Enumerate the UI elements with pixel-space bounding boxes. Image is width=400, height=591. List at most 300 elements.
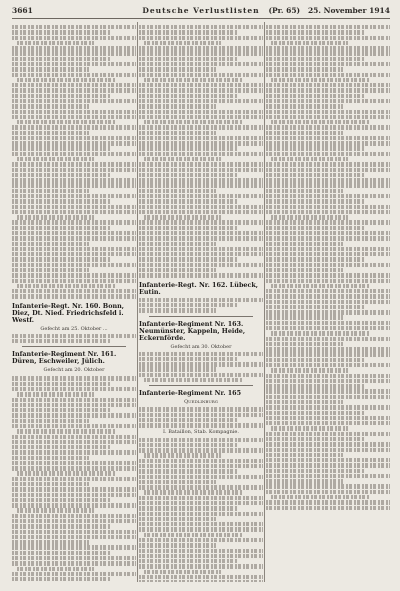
text-line bbox=[139, 205, 263, 209]
text-line bbox=[266, 73, 390, 77]
text-line bbox=[12, 561, 136, 565]
text-line bbox=[12, 334, 136, 338]
text-line bbox=[139, 506, 238, 510]
text-line bbox=[266, 67, 343, 71]
text-line bbox=[139, 268, 216, 272]
text-line bbox=[266, 321, 390, 325]
text-line bbox=[266, 236, 390, 240]
text-line bbox=[12, 535, 136, 539]
text-line bbox=[266, 442, 390, 446]
text-line bbox=[12, 440, 136, 444]
text-line bbox=[271, 215, 348, 219]
text-line bbox=[12, 199, 111, 203]
text-line bbox=[12, 183, 136, 187]
text-line bbox=[12, 273, 136, 277]
text-line bbox=[139, 580, 263, 582]
text-line bbox=[12, 25, 136, 29]
text-line bbox=[266, 57, 365, 61]
section-heading-163: Infanterie-Regiment Nr. 163. Neumünster, Kappeln, Heide, Eckernförde. bbox=[139, 319, 246, 342]
text-line bbox=[12, 210, 136, 214]
text-line bbox=[266, 226, 365, 230]
section-heading-161: Infanterie-Regiment Nr. 161. Düren, Eschweiler, Jülich. bbox=[12, 350, 117, 366]
text-line bbox=[266, 194, 390, 198]
text-line bbox=[12, 408, 111, 412]
text-line bbox=[139, 210, 263, 214]
text-line bbox=[266, 242, 343, 246]
text-line bbox=[17, 41, 94, 45]
text-line bbox=[139, 46, 263, 50]
text-line bbox=[12, 247, 136, 251]
section-sub-160: Gefecht am 25. Oktober ... bbox=[40, 325, 108, 332]
text-line bbox=[139, 407, 263, 411]
text-line bbox=[139, 485, 263, 489]
text-line bbox=[12, 178, 136, 182]
text-line bbox=[266, 141, 390, 145]
text-line bbox=[144, 533, 243, 537]
section-heading-162: Infanterie-Regt. Nr. 162. Lübeck, Eutin. bbox=[139, 280, 259, 296]
text-line bbox=[12, 104, 89, 108]
text-line bbox=[266, 315, 343, 319]
text-line bbox=[266, 405, 390, 409]
text-line bbox=[139, 88, 263, 92]
text-line bbox=[144, 490, 243, 494]
text-line bbox=[139, 549, 263, 553]
text-line bbox=[17, 429, 116, 433]
text-line bbox=[12, 551, 111, 555]
text-line bbox=[139, 136, 263, 140]
text-line bbox=[139, 438, 263, 442]
section-heading-160: Infanterie-Regt. Nr. 160. Bonn, Diez, Dt. Nied. Friedrichsfeld i. Westf. bbox=[12, 301, 124, 324]
text-line bbox=[266, 463, 390, 467]
text-line bbox=[266, 263, 390, 267]
text-line bbox=[12, 226, 111, 230]
text-line bbox=[266, 252, 390, 256]
issue-date: 25. November 1914 bbox=[307, 6, 390, 15]
text-line bbox=[266, 374, 390, 378]
text-line bbox=[139, 226, 238, 230]
text-line bbox=[266, 125, 390, 129]
text-line bbox=[139, 25, 263, 29]
text-line bbox=[12, 519, 136, 523]
text-line bbox=[139, 496, 263, 500]
text-line bbox=[12, 456, 89, 460]
text-line bbox=[139, 110, 263, 114]
text-line bbox=[266, 36, 390, 40]
text-line bbox=[17, 215, 94, 219]
text-line bbox=[12, 94, 111, 98]
text-line bbox=[139, 469, 238, 473]
text-line bbox=[266, 131, 343, 135]
section-divider bbox=[22, 346, 126, 347]
text-line bbox=[139, 308, 216, 312]
text-line bbox=[139, 459, 263, 463]
text-line bbox=[266, 342, 343, 346]
text-line bbox=[266, 347, 390, 351]
casualty-list-block bbox=[12, 25, 136, 299]
text-line bbox=[139, 30, 238, 34]
text-line bbox=[266, 363, 390, 367]
text-line bbox=[266, 210, 390, 214]
text-line bbox=[139, 94, 238, 98]
text-line bbox=[266, 51, 390, 55]
text-line bbox=[139, 517, 216, 521]
text-line bbox=[139, 231, 263, 235]
text-line bbox=[139, 146, 238, 150]
text-line bbox=[266, 384, 365, 388]
casualty-list-block bbox=[139, 438, 263, 582]
text-line bbox=[266, 469, 365, 473]
text-line bbox=[266, 453, 343, 457]
text-line bbox=[12, 236, 136, 240]
text-line bbox=[12, 263, 136, 267]
casualty-list-block bbox=[266, 25, 390, 510]
text-line bbox=[12, 268, 89, 272]
text-line bbox=[266, 484, 390, 488]
text-line bbox=[139, 554, 263, 558]
text-line bbox=[12, 231, 136, 235]
text-line bbox=[266, 231, 390, 235]
text-line bbox=[12, 289, 136, 293]
text-line bbox=[12, 403, 136, 407]
text-line bbox=[12, 141, 136, 145]
text-line bbox=[266, 268, 343, 272]
text-line bbox=[266, 326, 390, 330]
text-line bbox=[266, 110, 390, 114]
text-line bbox=[139, 104, 216, 108]
text-line bbox=[139, 183, 263, 187]
text-line bbox=[266, 25, 390, 29]
text-line bbox=[271, 284, 370, 288]
text-line bbox=[12, 445, 111, 449]
text-line bbox=[266, 115, 390, 119]
text-line bbox=[139, 152, 263, 156]
text-line bbox=[266, 99, 390, 103]
text-line bbox=[139, 125, 263, 129]
text-line bbox=[266, 178, 390, 182]
text-line bbox=[12, 461, 136, 465]
text-line bbox=[266, 183, 390, 187]
text-line bbox=[12, 424, 136, 428]
text-line bbox=[144, 570, 221, 574]
text-line bbox=[12, 435, 136, 439]
text-line bbox=[139, 480, 216, 484]
section-place-165: Quedlinburg bbox=[184, 399, 218, 406]
text-line bbox=[139, 273, 263, 277]
text-line bbox=[139, 564, 263, 568]
text-line bbox=[12, 279, 136, 283]
text-line bbox=[17, 157, 94, 161]
text-line bbox=[12, 99, 136, 103]
text-line bbox=[139, 512, 263, 516]
text-line bbox=[266, 205, 390, 209]
text-line bbox=[144, 41, 221, 45]
text-line bbox=[266, 104, 343, 108]
text-line bbox=[12, 30, 111, 34]
text-line bbox=[12, 62, 136, 66]
text-line bbox=[266, 506, 390, 510]
battalion-heading: I. Bataillon, Stab. Kompagnie. bbox=[163, 428, 239, 435]
column-rule bbox=[137, 22, 138, 582]
text-line bbox=[139, 257, 238, 261]
text-line bbox=[266, 416, 390, 420]
text-line bbox=[12, 339, 111, 343]
text-line bbox=[139, 247, 263, 251]
text-line bbox=[12, 125, 136, 129]
text-line bbox=[266, 310, 390, 314]
text-line bbox=[266, 30, 365, 34]
text-line bbox=[266, 305, 365, 309]
text-line bbox=[12, 220, 136, 224]
column-right bbox=[266, 22, 390, 582]
text-line bbox=[139, 298, 263, 302]
text-line bbox=[139, 162, 263, 166]
text-line bbox=[12, 530, 136, 534]
text-line bbox=[266, 379, 390, 383]
text-line bbox=[17, 508, 94, 512]
text-line bbox=[139, 373, 263, 377]
text-line bbox=[271, 426, 348, 430]
column-rule bbox=[264, 22, 265, 582]
text-line bbox=[17, 120, 116, 124]
text-line bbox=[139, 57, 238, 61]
text-line bbox=[139, 252, 263, 256]
text-line bbox=[266, 220, 390, 224]
text-line bbox=[17, 284, 116, 288]
text-line bbox=[12, 131, 89, 135]
text-line bbox=[266, 294, 390, 298]
text-line bbox=[17, 392, 94, 396]
text-line bbox=[266, 173, 365, 177]
text-line bbox=[12, 577, 111, 581]
text-line bbox=[139, 475, 263, 479]
text-line bbox=[266, 83, 390, 87]
text-line bbox=[144, 215, 221, 219]
text-line bbox=[139, 194, 263, 198]
text-line bbox=[266, 257, 365, 261]
text-line bbox=[139, 423, 263, 427]
text-line bbox=[12, 173, 111, 177]
text-line bbox=[12, 194, 136, 198]
text-line bbox=[12, 466, 136, 470]
text-line bbox=[139, 131, 216, 135]
text-line bbox=[266, 289, 390, 293]
text-line bbox=[139, 362, 263, 366]
text-line bbox=[139, 168, 263, 172]
text-line bbox=[266, 400, 343, 404]
text-line bbox=[12, 450, 136, 454]
text-line bbox=[12, 498, 111, 502]
text-line bbox=[266, 352, 390, 356]
text-line bbox=[12, 419, 89, 423]
text-line bbox=[266, 46, 390, 50]
text-line bbox=[266, 168, 390, 172]
text-line bbox=[17, 78, 116, 82]
page-title: Deutsche Verlustlisten bbox=[142, 6, 260, 15]
text-line bbox=[139, 263, 263, 267]
text-line bbox=[266, 300, 390, 304]
text-line bbox=[144, 157, 221, 161]
text-line bbox=[271, 331, 370, 335]
text-line bbox=[266, 421, 390, 425]
text-line bbox=[266, 474, 390, 478]
text-line bbox=[139, 242, 216, 246]
page-number: 3661 bbox=[12, 6, 33, 15]
text-line bbox=[271, 495, 370, 499]
text-line bbox=[12, 115, 136, 119]
text-line bbox=[271, 41, 348, 45]
text-line bbox=[139, 36, 263, 40]
text-line bbox=[144, 78, 243, 82]
text-line bbox=[12, 73, 136, 77]
text-line bbox=[12, 205, 136, 209]
text-line bbox=[12, 168, 136, 172]
text-line bbox=[12, 257, 111, 261]
page-header bbox=[12, 6, 390, 19]
casualty-list-block bbox=[12, 376, 136, 582]
text-line bbox=[266, 437, 365, 441]
text-line bbox=[12, 493, 136, 497]
text-line bbox=[266, 94, 365, 98]
text-line bbox=[12, 556, 136, 560]
text-line bbox=[139, 501, 263, 505]
text-line bbox=[139, 141, 263, 145]
text-line bbox=[12, 51, 136, 55]
issue-number: (Pr. 65) bbox=[268, 6, 301, 15]
text-line bbox=[139, 413, 263, 417]
text-line bbox=[266, 500, 390, 504]
text-line bbox=[266, 88, 390, 92]
text-line bbox=[139, 448, 263, 452]
text-line bbox=[266, 490, 390, 494]
text-line bbox=[266, 189, 343, 193]
text-line bbox=[139, 67, 216, 71]
text-line bbox=[266, 389, 390, 393]
text-line bbox=[139, 199, 238, 203]
text-line bbox=[266, 62, 390, 66]
text-line bbox=[12, 413, 136, 417]
text-line bbox=[139, 443, 238, 447]
text-line bbox=[12, 46, 136, 50]
text-line bbox=[266, 136, 390, 140]
text-line bbox=[17, 471, 116, 475]
text-line bbox=[144, 453, 221, 457]
text-line bbox=[266, 358, 365, 362]
text-line bbox=[139, 522, 263, 526]
text-line bbox=[12, 152, 136, 156]
text-line bbox=[12, 482, 89, 486]
section-heading-165: Infanterie-Regiment Nr. 165 bbox=[139, 389, 242, 398]
text-line bbox=[12, 503, 136, 507]
text-line bbox=[12, 398, 136, 402]
text-line bbox=[139, 83, 263, 87]
text-line bbox=[139, 559, 238, 563]
text-line bbox=[12, 487, 136, 491]
text-line bbox=[266, 395, 390, 399]
text-line bbox=[266, 337, 390, 341]
text-line bbox=[266, 199, 365, 203]
text-line bbox=[12, 387, 136, 391]
text-line bbox=[12, 146, 111, 150]
text-line bbox=[144, 120, 243, 124]
text-line bbox=[266, 458, 390, 462]
text-line bbox=[12, 572, 136, 576]
text-line bbox=[139, 99, 263, 103]
section-sub-161: Gefecht am 20. Oktober bbox=[43, 367, 105, 374]
text-line bbox=[266, 146, 365, 150]
text-line bbox=[266, 273, 390, 277]
text-line bbox=[266, 279, 390, 283]
text-line bbox=[139, 367, 216, 371]
text-line bbox=[12, 477, 136, 481]
text-line bbox=[139, 543, 216, 547]
casualty-list-block bbox=[139, 25, 263, 278]
text-line bbox=[139, 538, 263, 542]
section-divider bbox=[149, 316, 253, 317]
text-line bbox=[144, 378, 243, 382]
text-line bbox=[139, 51, 263, 55]
column-left bbox=[12, 22, 136, 582]
text-line bbox=[139, 236, 263, 240]
text-line bbox=[17, 567, 94, 571]
text-line bbox=[12, 294, 136, 298]
text-line bbox=[12, 514, 136, 518]
text-line bbox=[266, 432, 390, 436]
text-line bbox=[271, 120, 370, 124]
page-date bbox=[268, 6, 390, 16]
text-line bbox=[139, 115, 263, 119]
text-columns bbox=[12, 22, 390, 582]
text-line bbox=[139, 352, 263, 356]
text-line bbox=[12, 242, 89, 246]
text-line bbox=[139, 303, 238, 307]
text-line bbox=[12, 57, 111, 61]
text-line bbox=[266, 162, 390, 166]
text-line bbox=[12, 162, 136, 166]
text-line bbox=[12, 110, 136, 114]
text-line bbox=[139, 178, 263, 182]
text-line bbox=[139, 173, 238, 177]
text-line bbox=[266, 448, 390, 452]
text-line bbox=[139, 220, 263, 224]
text-line bbox=[266, 411, 365, 415]
text-line bbox=[271, 78, 370, 82]
text-line bbox=[12, 189, 89, 193]
text-line bbox=[271, 368, 348, 372]
text-line bbox=[12, 83, 136, 87]
text-line bbox=[12, 252, 136, 256]
text-line bbox=[139, 62, 263, 66]
text-line bbox=[139, 73, 263, 77]
text-line bbox=[139, 189, 216, 193]
section-sub-163: Gefecht am 30. Oktober bbox=[170, 343, 232, 350]
text-line bbox=[12, 540, 89, 544]
text-line bbox=[139, 464, 263, 468]
text-line bbox=[139, 575, 263, 579]
text-line bbox=[12, 382, 111, 386]
text-line bbox=[12, 36, 136, 40]
text-line bbox=[139, 527, 263, 531]
text-line bbox=[139, 357, 238, 361]
section-divider bbox=[149, 385, 253, 386]
text-line bbox=[12, 545, 136, 549]
text-line bbox=[12, 524, 111, 528]
text-line bbox=[266, 247, 390, 251]
text-line bbox=[12, 67, 89, 71]
text-line bbox=[12, 88, 136, 92]
text-line bbox=[266, 152, 390, 156]
text-line bbox=[12, 376, 136, 380]
text-line bbox=[12, 136, 136, 140]
